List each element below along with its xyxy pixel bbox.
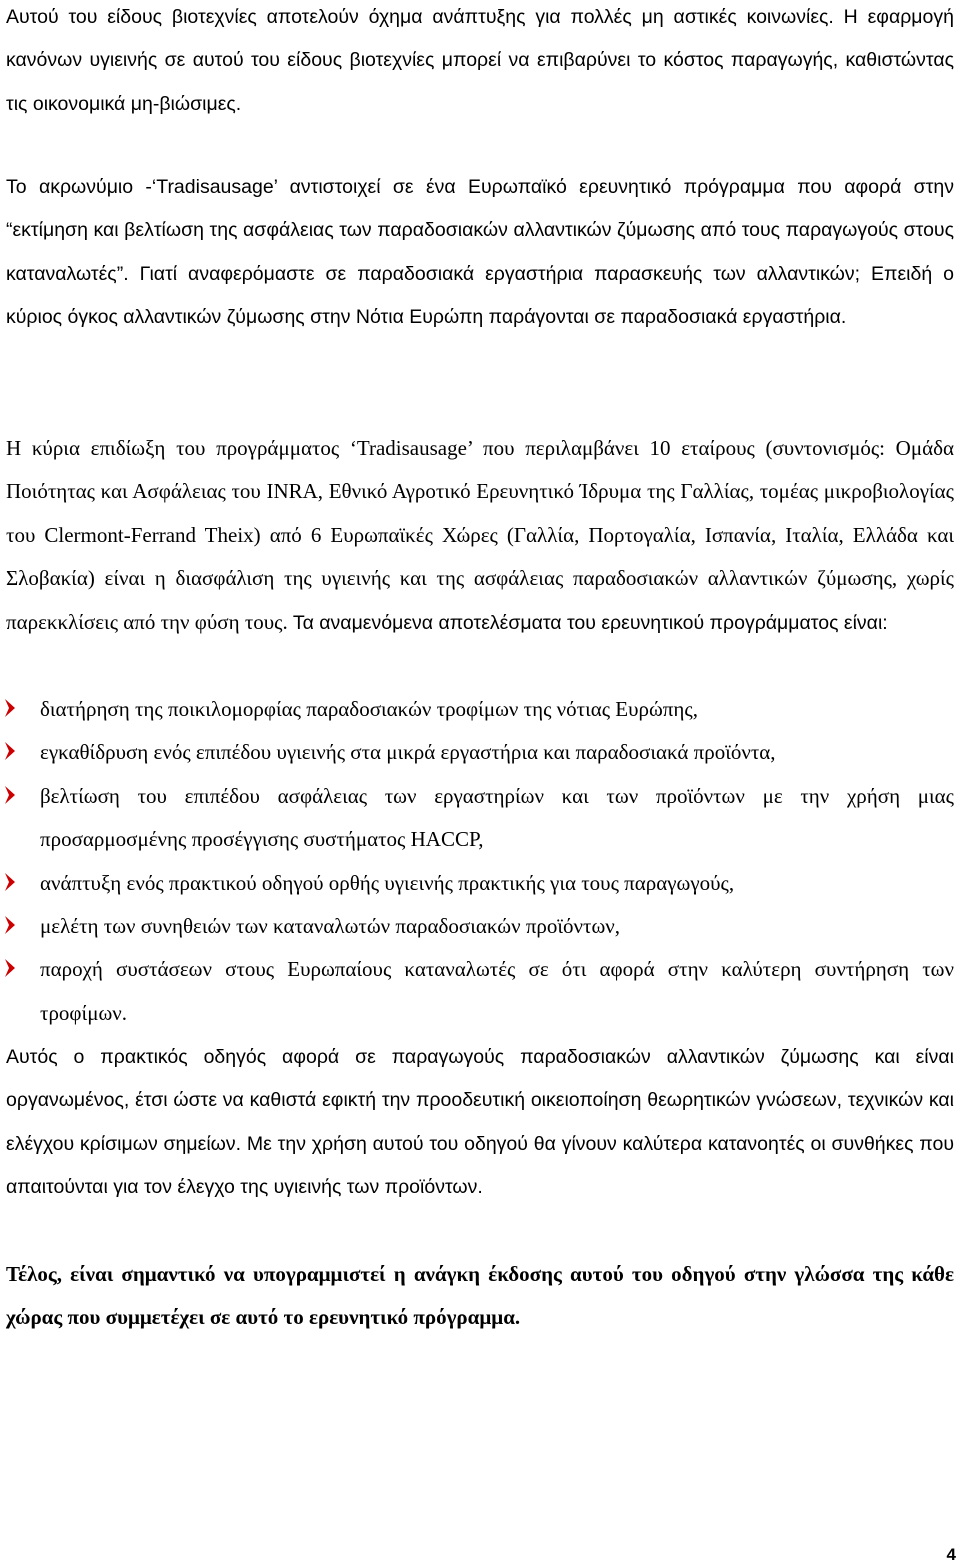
list-item-text: διατήρηση της ποικιλομορφίας παραδοσιακών τροφίμων της νότιας Ευρώπης, xyxy=(40,697,698,721)
red-arrowhead-icon xyxy=(4,785,16,805)
red-arrowhead-icon xyxy=(4,741,16,761)
red-arrowhead-icon xyxy=(4,958,16,978)
list-item-text: εγκαθίδρυση ενός επιπέδου υγιεινής στα μικρά εργαστήρια και παραδοσιακά προϊόντα, xyxy=(40,740,776,765)
list-item xyxy=(6,731,954,774)
red-arrowhead-icon xyxy=(4,698,16,718)
paragraph-guide-purpose: Αυτός ο πρακτικός οδηγός αφορά σε παραγωγούς παραδοσιακών αλλαντικών ζύμωσης και είναι οργανωμένος, έτσι ώστε να καθιστά εφικτή την προοδευτική οικειοποίηση θεωρητικών γνώσεων, τεχνικών και ελέγχου κρίσιμων σημείων. Με την χρήση αυτού του οδηγού θα γίνουν καλύτερα κατανοητές οι συνθήκες που απαιτούνται για τον έλεγχο της υγιεινής των προϊόντων. xyxy=(6,1046,954,1199)
list-item-text: μελέτη των συνηθειών των καταναλωτών παραδοσιακών προϊόντων, xyxy=(40,914,621,939)
list-item-text: βελτίωση του επιπέδου ασφάλειας των εργαστηρίων και των προϊόντων με την χρήση μιας προσαρμοσμένης προσέγγισης συστήματος HACCP, xyxy=(40,783,954,852)
list-item-text: παροχή συστάσεων στους Ευρωπαίους καταναλωτές σε ότι αφορά στην καλύτερη συντήρηση των τροφίμων. xyxy=(40,957,954,1025)
paragraph-closing-bold: Τέλος, είναι σημαντικό να υπογραμμιστεί η ανάγκη έκδοσης αυτού του οδηγού στην γλώσσα της κάθε χώρας που συμμετέχει σε αυτό το ερευνητικό πρόγραμμα. xyxy=(6,1262,954,1330)
list-item xyxy=(6,688,954,731)
red-arrowhead-icon xyxy=(4,915,16,935)
list-item xyxy=(6,775,954,862)
list-item xyxy=(6,862,954,905)
expected-results-intro: Τα αναμενόμενα αποτελέσματα του ερευνητικού προγράμματος είναι: xyxy=(287,611,888,634)
paragraph-intro: Αυτού του είδους βιοτεχνίες αποτελούν όχημα ανάπτυξης για πολλές μη αστικές κοινωνίες. Η εφαρμογή κανόνων υγιεινής σε αυτού του είδους βιοτεχνίες μπορεί να επιβαρύνει το κόστος παραγωγής, καθιστώντας τις οικονομικά μη-βιώσιμες. xyxy=(6,6,954,115)
list-item xyxy=(6,905,954,948)
list-item-text: ανάπτυξη ενός πρακτικού οδηγού ορθής υγιεινής πρακτικής για τους παραγωγούς, xyxy=(40,870,735,895)
red-arrowhead-icon xyxy=(4,872,16,892)
page-number: 4 xyxy=(946,1545,956,1564)
paragraph-tradisausage-acronym: Το ακρωνύμιο -‘Tradisausage’ αντιστοιχεί σε ένα Ευρωπαϊκό ερευνητικό πρόγραμμα που αφορά στην “εκτίμηση και βελτίωση της ασφάλειας των παραδοσιακών αλλαντικών ζύμωσης από τους παραγωγούς στους καταναλωτές”. Γιατί αναφερόμαστε σε παραδοσιακά εργαστήρια παρασκευής των αλλαντικών; Επειδή ο κύριος όγκος αλλαντικών ζύμωσης στην Νότια Ευρώπη παράγονται σε παραδοσιακά εργαστήρια. xyxy=(6,176,954,329)
list-item xyxy=(6,948,954,1035)
expected-results-list xyxy=(6,688,954,1035)
program-goal-text: Η κύρια επιδίωξη του προγράμματος ‘Tradisausage’ που περιλαμβάνει 10 εταίρους (συντονισμός: Ομάδα Ποιότητας και Ασφάλειας του INRA, Εθνικό Αγροτικό Ερευνητικό Ίδρυμα της Γαλλίας, τομέας μικροβιολογίας του Clermont-Ferrand Theix) από 6 Ευρωπαϊκές Χώρες (Γαλλία, Πορτογαλία, Ισπανία, Ιταλία, Ελλάδα και Σλοβακία) είναι η διασφάλιση της υγιεινής και της ασφάλειας παραδοσιακών αλλαντικών ζύμωσης, χωρίς παρεκκλίσεις από την φύση τους. xyxy=(6,436,954,634)
paragraph-program-goal xyxy=(6,427,954,645)
